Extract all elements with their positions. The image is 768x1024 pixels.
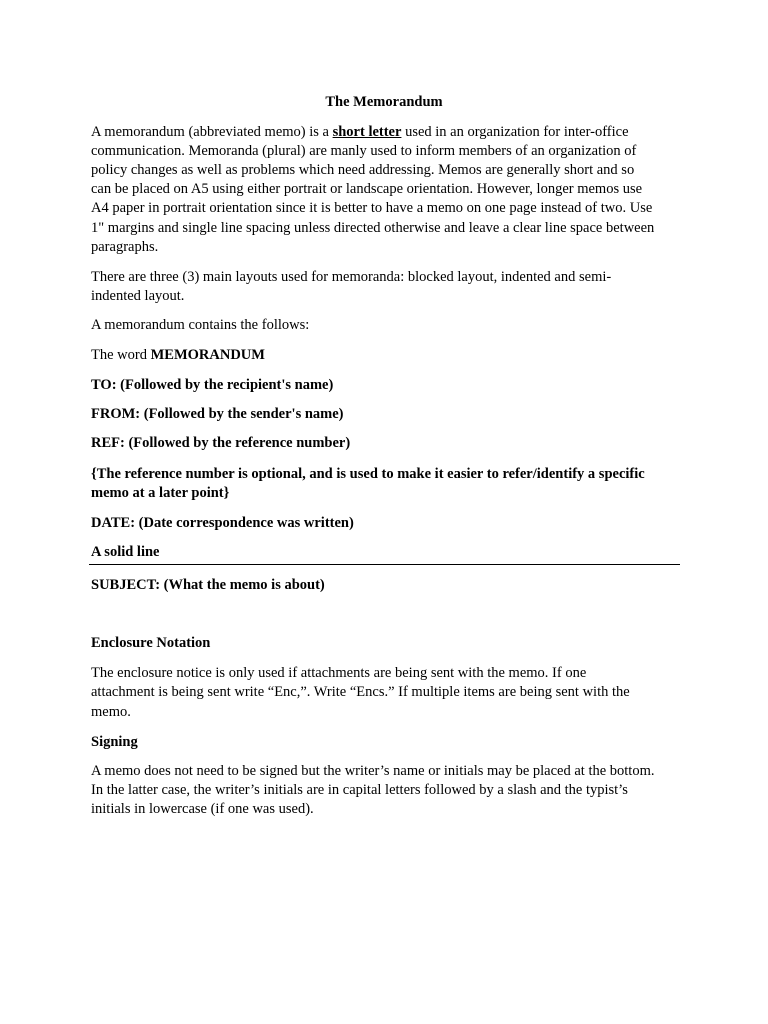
signing-line-3: initials in lowercase (if one was used). xyxy=(91,801,314,817)
enclosure-line-1: The enclosure notice is only used if attachments are being sent with the memo. If one xyxy=(91,665,587,681)
ref-note-line-1: {The reference number is optional, and is used to make it easier to refer/identify a specific xyxy=(91,466,645,482)
to-field-line: TO: (Followed by the recipient's name) xyxy=(91,377,334,393)
signing-heading: Signing xyxy=(91,734,138,750)
layouts-line-2: indented layout. xyxy=(91,288,185,304)
word-line-text: The word xyxy=(91,347,151,363)
date-field-line: DATE: (Date correspondence was written) xyxy=(91,515,354,531)
short-letter-emphasis: short letter xyxy=(332,124,402,140)
ref-note-line-2: memo at a later point} xyxy=(91,485,230,501)
intro-line-3: policy changes as well as problems which need addressing. Memos are generally short and so xyxy=(91,162,635,178)
subject-field-line: SUBJECT: (What the memo is about) xyxy=(91,577,325,593)
contains-line: A memorandum contains the follows: xyxy=(91,317,310,333)
memorandum-word: MEMORANDUM xyxy=(150,347,265,363)
word-memorandum-line xyxy=(91,346,265,366)
from-field-line: FROM: (Followed by the sender's name) xyxy=(91,406,344,422)
intro-text: A memorandum (abbreviated memo) is a xyxy=(91,124,333,140)
intro-line-7: paragraphs. xyxy=(91,239,159,255)
enclosure-heading: Enclosure Notation xyxy=(91,635,211,651)
solid-line-label: A solid line xyxy=(91,544,160,560)
signing-line-1: A memo does not need to be signed but the writer’s name or initials may be placed at the bottom. xyxy=(91,763,655,779)
intro-line-4: can be placed on A5 using either portrait or landscape orientation. However, longer memos use xyxy=(91,181,643,197)
enclosure-line-2: attachment is being sent write “Enc,”. Write “Encs.” If multiple items are being sent with the xyxy=(91,684,630,700)
intro-text: used in an organization for inter-office xyxy=(401,124,629,140)
document-title: The Memorandum xyxy=(325,94,443,110)
intro-line-6: 1" margins and single line spacing unless directed otherwise and leave a clear line space between xyxy=(91,220,655,236)
signing-line-2: In the latter case, the writer’s initials are in capital letters followed by a slash and the typist’s xyxy=(91,782,628,798)
layouts-line-1: There are three (3) main layouts used for memoranda: blocked layout, indented and semi- xyxy=(91,269,612,285)
enclosure-line-3: memo. xyxy=(91,704,131,720)
intro-line-5: A4 paper in portrait orientation since it is better to have a memo on one page instead of two. Use xyxy=(91,200,653,216)
intro-line-1 xyxy=(91,123,629,143)
intro-line-2: communication. Memoranda (plural) are manly used to inform members of an organization of xyxy=(91,143,637,159)
ref-field-line: REF: (Followed by the reference number) xyxy=(91,435,351,451)
solid-line-divider xyxy=(89,564,680,565)
